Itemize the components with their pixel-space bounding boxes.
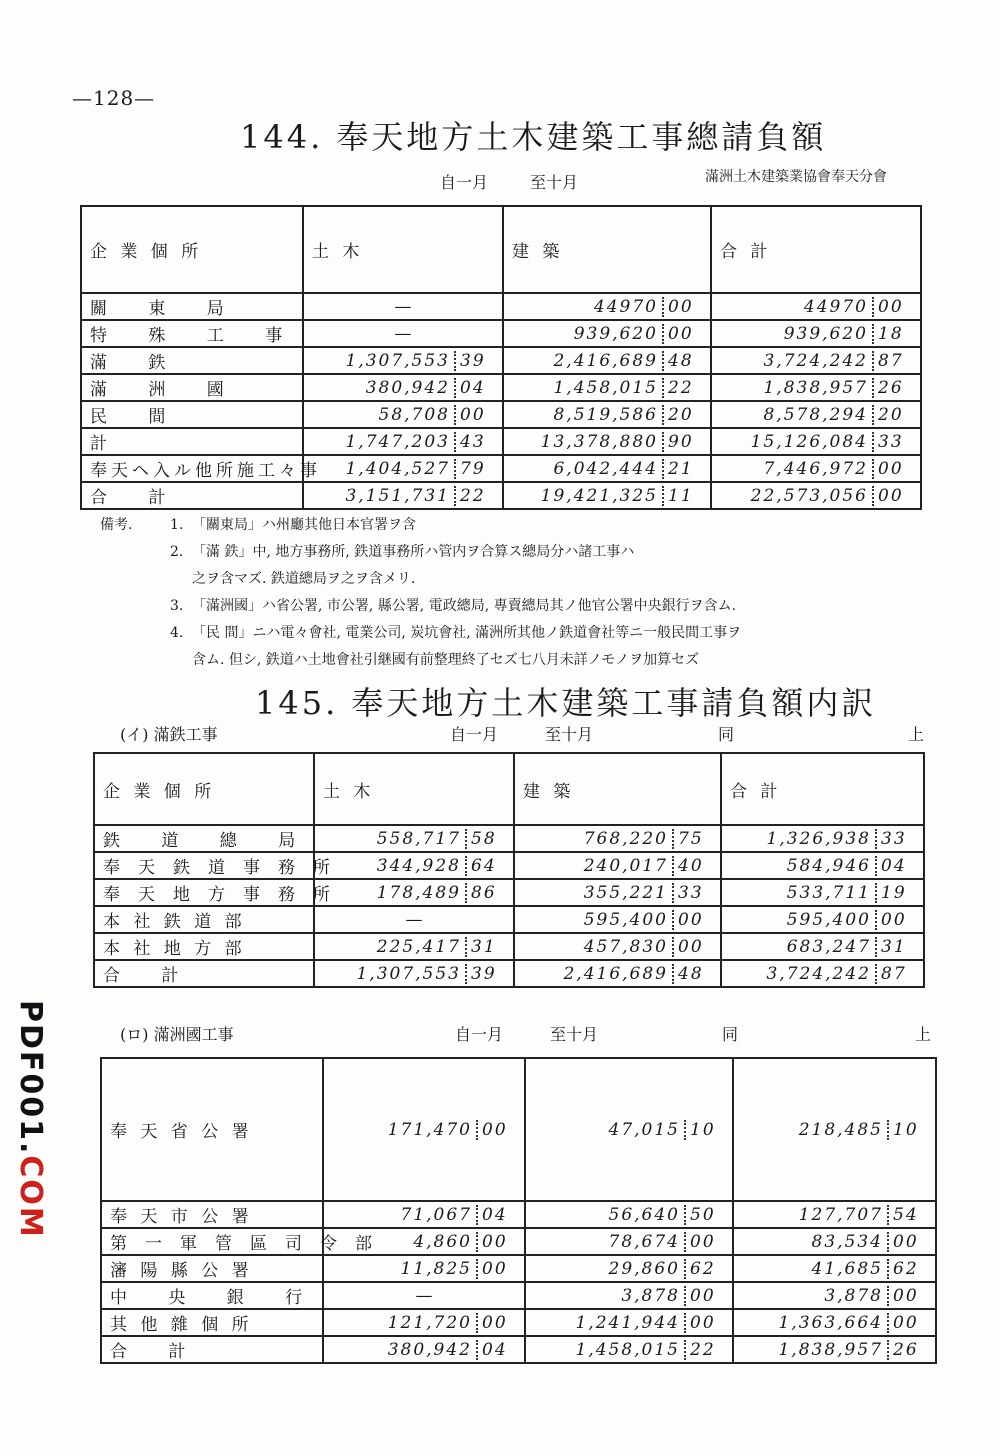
total-value-integer: 1,838,957 [763, 377, 868, 398]
kenchiku-value-decimal: 40 [672, 856, 712, 876]
note-text: 「滿洲國」ハ省公署, 市公署, 縣公署, 電政總局, 專賣總局其ノ他官公署中央銀行ヲ含ム. [192, 598, 737, 614]
kenchiku-value-integer: 240,017 [583, 855, 668, 876]
total-value [733, 1228, 936, 1255]
total-value-decimal: 62 [887, 1259, 927, 1279]
kenchiku-value-integer: 19,421,325 [540, 485, 658, 506]
doboku-value-decimal: 04 [454, 378, 494, 398]
total-value-integer: 1,838,957 [778, 1339, 883, 1360]
kenchiku-value [525, 1201, 733, 1228]
table-145-ro [100, 1057, 937, 1364]
doboku-value-integer: 121,720 [387, 1312, 472, 1333]
watermark-red: COM [13, 1155, 48, 1239]
doboku-value [314, 825, 514, 852]
kenchiku-value [514, 852, 721, 879]
total-value-integer: 22,573,056 [750, 485, 868, 506]
row-label: 合 計 [81, 482, 303, 509]
total-value-decimal: 00 [872, 486, 912, 506]
total-value-integer: 44970 [803, 296, 868, 317]
total-value-integer: 15,126,084 [750, 431, 868, 452]
total-value [733, 1282, 936, 1309]
section-ro-period-to: 至十月 [550, 1025, 599, 1044]
total-value-decimal: 00 [872, 459, 912, 479]
kenchiku-value-integer: 13,378,880 [540, 431, 658, 452]
table-row [94, 852, 924, 879]
note-line [100, 647, 741, 674]
column-header: 土 木 [303, 206, 503, 293]
table-row [81, 320, 921, 347]
kenchiku-value-integer: 355,221 [583, 882, 668, 903]
note-number: 3. [170, 598, 184, 614]
doboku-value [323, 1228, 525, 1255]
column-header: 建 築 [503, 206, 711, 293]
doboku-value [314, 933, 514, 960]
section-i-period-from: 自一月 [450, 725, 499, 744]
note-text: 「關東局」ハ州廳其他日本官署ヲ含 [192, 517, 416, 533]
total-value [721, 852, 924, 879]
row-label: 第一軍管區司令部 [101, 1228, 323, 1255]
kenchiku-value [514, 933, 721, 960]
kenchiku-value-integer: 44970 [593, 296, 658, 317]
row-label: 中 央 銀 行 [101, 1282, 323, 1309]
kenchiku-value-decimal: 20 [662, 405, 702, 425]
table-row [81, 374, 921, 401]
kenchiku-value-integer: 8,519,586 [553, 404, 658, 425]
total-value [721, 906, 924, 933]
doboku-value-integer: 71,067 [400, 1204, 472, 1225]
notes-key [100, 566, 170, 593]
kenchiku-value [503, 347, 711, 374]
kenchiku-value-decimal: 48 [672, 964, 712, 984]
doboku-value-decimal: 22 [454, 486, 494, 506]
note-line [100, 539, 741, 566]
total-value-decimal: 31 [875, 937, 915, 957]
kenchiku-value-integer: 56,640 [608, 1204, 680, 1225]
row-label: 合 計 [94, 960, 314, 987]
section-i-period-to: 至十月 [545, 725, 594, 744]
section-ro-same-2: 上 [915, 1025, 932, 1044]
total-value-integer: 1,363,664 [778, 1312, 883, 1333]
doboku-value-decimal: 04 [476, 1205, 516, 1225]
row-label: 奉天ヘ入ル他所施工々事 [81, 455, 303, 482]
table-row [101, 1309, 936, 1336]
row-label: 奉 天 市 公 署 [101, 1201, 323, 1228]
doboku-value: — [303, 320, 503, 347]
header-row [81, 206, 921, 293]
kenchiku-value-decimal: 00 [672, 937, 712, 957]
row-label: 本 社 地 方 部 [94, 933, 314, 960]
notes-block [100, 512, 741, 674]
kenchiku-value [514, 825, 721, 852]
total-value-decimal: 18 [872, 324, 912, 344]
kenchiku-value-decimal: 22 [684, 1340, 724, 1360]
note-number [170, 566, 192, 593]
kenchiku-value [525, 1309, 733, 1336]
kenchiku-value [525, 1282, 733, 1309]
total-value-integer: 8,578,294 [763, 404, 868, 425]
total-value-integer: 3,724,242 [766, 963, 871, 984]
kenchiku-value-decimal: 11 [662, 486, 702, 506]
doboku-value [303, 428, 503, 455]
row-label: 其 他 雜 個 所 [101, 1309, 323, 1336]
watermark [8, 1000, 48, 1239]
t144-period-to: 至十月 [530, 173, 579, 192]
total-value-integer: 595,400 [786, 909, 871, 930]
notes-key [100, 593, 170, 620]
kenchiku-value-integer: 6,042,444 [553, 458, 658, 479]
total-value [733, 1201, 936, 1228]
section-ro-label: (ロ) 滿洲國工事 [120, 1025, 234, 1044]
total-value [733, 1255, 936, 1282]
kenchiku-value-decimal: 00 [672, 910, 712, 930]
notes-key [100, 539, 170, 566]
total-value-decimal: 26 [872, 378, 912, 398]
table-row [94, 960, 924, 987]
table-row [81, 347, 921, 374]
doboku-value: — [303, 293, 503, 320]
row-label: 合 計 [101, 1336, 323, 1363]
row-label: 奉 天 省 公 署 [101, 1058, 323, 1201]
doboku-value [303, 455, 503, 482]
total-value-integer: 683,247 [786, 936, 871, 957]
kenchiku-value-integer: 29,860 [608, 1258, 680, 1279]
table-row [94, 825, 924, 852]
total-value [711, 374, 921, 401]
table-144 [80, 205, 922, 510]
doboku-value-decimal: 00 [476, 1313, 516, 1333]
note-line [100, 593, 741, 620]
doboku-value-integer: 380,942 [387, 1339, 472, 1360]
kenchiku-value-integer: 457,830 [583, 936, 668, 957]
total-value-decimal: 10 [887, 1120, 927, 1140]
kenchiku-value-decimal: 00 [662, 324, 702, 344]
total-value [711, 320, 921, 347]
kenchiku-value [503, 482, 711, 509]
table-row [81, 455, 921, 482]
watermark-main: PDF001. [13, 1000, 48, 1156]
row-label: 鉄 道 總 局 [94, 825, 314, 852]
notes-key: 備考. [100, 517, 133, 533]
note-line [100, 512, 741, 539]
doboku-value-decimal: 04 [476, 1340, 516, 1360]
total-value-decimal: 00 [887, 1232, 927, 1252]
kenchiku-value-decimal: 10 [684, 1120, 724, 1140]
row-label: 瀋 陽 縣 公 署 [101, 1255, 323, 1282]
doboku-value [323, 1309, 525, 1336]
doboku-value: — [323, 1282, 525, 1309]
table-row [101, 1201, 936, 1228]
doboku-value [314, 852, 514, 879]
table-row [81, 482, 921, 509]
total-value-integer: 3,878 [824, 1285, 883, 1306]
doboku-value-integer: 4,860 [413, 1231, 472, 1252]
table-row [101, 1255, 936, 1282]
total-value-integer: 218,485 [798, 1119, 883, 1140]
table-row [81, 293, 921, 320]
kenchiku-value-decimal: 21 [662, 459, 702, 479]
notes-key [100, 647, 170, 674]
table-row [81, 428, 921, 455]
doboku-value-integer: 58,708 [378, 404, 450, 425]
section-ro-same-1: 同 [722, 1025, 739, 1044]
kenchiku-value [514, 906, 721, 933]
total-value [711, 293, 921, 320]
kenchiku-value [503, 428, 711, 455]
kenchiku-value [503, 455, 711, 482]
row-label: 滿 洲 國 [81, 374, 303, 401]
table-row [94, 933, 924, 960]
total-value-decimal: 33 [872, 432, 912, 452]
row-label: 特 殊 工 事 [81, 320, 303, 347]
doboku-value [314, 879, 514, 906]
note-line [100, 566, 741, 593]
note-line [100, 620, 741, 647]
doboku-value-integer: 1,307,553 [345, 350, 450, 371]
column-header: 企 業 個 所 [94, 753, 314, 825]
kenchiku-value [503, 374, 711, 401]
doboku-value-integer: 11,825 [400, 1258, 472, 1279]
kenchiku-value-decimal: 62 [684, 1259, 724, 1279]
total-value-integer: 127,707 [798, 1204, 883, 1225]
kenchiku-value-integer: 1,241,944 [575, 1312, 680, 1333]
table-row [101, 1058, 936, 1201]
note-text: 「滿 鉄」中, 地方事務所, 鉄道事務所ハ管内ヲ合算ス總局分ハ諸工事ハ [192, 544, 635, 560]
kenchiku-value-integer: 939,620 [573, 323, 658, 344]
doboku-value [323, 1255, 525, 1282]
doboku-value-integer: 1,747,203 [345, 431, 450, 452]
table-row [101, 1336, 936, 1363]
kenchiku-value-integer: 768,220 [583, 828, 668, 849]
doboku-value-decimal: 43 [454, 432, 494, 452]
total-value-integer: 939,620 [783, 323, 868, 344]
kenchiku-value-integer: 2,416,689 [563, 963, 668, 984]
kenchiku-value [503, 293, 711, 320]
kenchiku-value-integer: 78,674 [608, 1231, 680, 1252]
table-row [81, 401, 921, 428]
page-number: —128— [72, 86, 156, 110]
doboku-value-integer: 344,928 [376, 855, 461, 876]
total-value-decimal: 00 [872, 297, 912, 317]
total-value-decimal: 33 [875, 829, 915, 849]
kenchiku-value-decimal: 22 [662, 378, 702, 398]
kenchiku-value-decimal: 50 [684, 1205, 724, 1225]
kenchiku-value-integer: 1,458,015 [575, 1339, 680, 1360]
total-value-decimal: 00 [887, 1313, 927, 1333]
total-value [721, 879, 924, 906]
total-value [711, 482, 921, 509]
kenchiku-value-integer: 2,416,689 [553, 350, 658, 371]
total-value-decimal: 19 [875, 883, 915, 903]
section-i-label: (イ) 滿鉄工事 [120, 725, 218, 744]
kenchiku-value-decimal: 00 [684, 1286, 724, 1306]
total-value-decimal: 00 [875, 910, 915, 930]
table-row [101, 1282, 936, 1309]
total-value-decimal: 20 [872, 405, 912, 425]
total-value-decimal: 26 [887, 1340, 927, 1360]
t144-source: 滿洲土木建築業協會奉天分會 [705, 169, 887, 185]
table-145-i [93, 752, 925, 988]
row-label: 滿 鉄 [81, 347, 303, 374]
kenchiku-value-decimal: 90 [662, 432, 702, 452]
doboku-value [303, 401, 503, 428]
kenchiku-value-decimal: 00 [684, 1232, 724, 1252]
total-value-integer: 3,724,242 [763, 350, 868, 371]
doboku-value [303, 347, 503, 374]
kenchiku-value-integer: 595,400 [583, 909, 668, 930]
doboku-value-decimal: 86 [465, 883, 505, 903]
kenchiku-value [525, 1336, 733, 1363]
doboku-value-decimal: 00 [476, 1259, 516, 1279]
doboku-value-integer: 380,942 [365, 377, 450, 398]
kenchiku-value-decimal: 00 [684, 1313, 724, 1333]
kenchiku-value-decimal: 33 [672, 883, 712, 903]
doboku-value-decimal: 39 [465, 964, 505, 984]
doboku-value-integer: 1,404,527 [345, 458, 450, 479]
total-value [711, 455, 921, 482]
kenchiku-value-decimal: 75 [672, 829, 712, 849]
total-value-integer: 584,946 [786, 855, 871, 876]
row-label: 計 [81, 428, 303, 455]
column-header: 土 木 [314, 753, 514, 825]
doboku-value [323, 1336, 525, 1363]
kenchiku-value [525, 1058, 733, 1201]
total-value-integer: 41,685 [811, 1258, 883, 1279]
note-number: 1. [170, 517, 184, 533]
doboku-value-integer: 225,417 [376, 936, 461, 957]
table-row [94, 879, 924, 906]
doboku-value-decimal: 79 [454, 459, 494, 479]
total-value [733, 1336, 936, 1363]
total-value-decimal: 04 [875, 856, 915, 876]
total-value [711, 401, 921, 428]
column-header: 合 計 [711, 206, 921, 293]
kenchiku-value-integer: 1,458,015 [553, 377, 658, 398]
doboku-value-integer: 171,470 [387, 1119, 472, 1140]
total-value [721, 933, 924, 960]
doboku-value [303, 482, 503, 509]
row-label: 民 間 [81, 401, 303, 428]
doboku-value-decimal: 00 [454, 405, 494, 425]
table-row [94, 906, 924, 933]
total-value [733, 1309, 936, 1336]
kenchiku-value [525, 1255, 733, 1282]
note-text: 含ム. 但シ, 鉄道ハ土地會社引継國有前整理終了セズ七八月未詳ノモノヲ加算セズ [192, 652, 700, 668]
row-label: 奉天地方事務所 [94, 879, 314, 906]
doboku-value-decimal: 39 [454, 351, 494, 371]
kenchiku-value-decimal: 48 [662, 351, 702, 371]
kenchiku-value-decimal: 00 [662, 297, 702, 317]
column-header: 建 築 [514, 753, 721, 825]
total-value-integer: 7,446,972 [763, 458, 868, 479]
note-text: 之ヲ含マズ. 鉄道總局ヲ之ヲ含メリ. [192, 571, 416, 587]
kenchiku-value [514, 960, 721, 987]
doboku-value-integer: 558,717 [376, 828, 461, 849]
note-number: 2. [170, 544, 184, 560]
total-value [711, 428, 921, 455]
doboku-value [323, 1058, 525, 1201]
total-value-integer: 1,326,938 [766, 828, 871, 849]
total-value [721, 825, 924, 852]
doboku-value: — [314, 906, 514, 933]
doboku-value-integer: 178,489 [376, 882, 461, 903]
table-row [101, 1228, 936, 1255]
note-number [170, 647, 192, 674]
note-text: 「民 間」ニハ電々會社, 電業公司, 炭坑會社, 滿洲所其他ノ鉄道會社等ニ一般民間工事ヲ [192, 625, 742, 641]
doboku-value-decimal: 58 [465, 829, 505, 849]
total-value-decimal: 87 [872, 351, 912, 371]
kenchiku-value [503, 320, 711, 347]
doboku-value-integer: 1,307,553 [356, 963, 461, 984]
doboku-value-decimal: 00 [476, 1232, 516, 1252]
column-header: 企 業 個 所 [81, 206, 303, 293]
kenchiku-value-integer: 47,015 [608, 1119, 680, 1140]
total-value-decimal: 00 [887, 1286, 927, 1306]
note-number: 4. [170, 625, 184, 641]
total-value-integer: 83,534 [811, 1231, 883, 1252]
doboku-value-decimal: 00 [476, 1120, 516, 1140]
kenchiku-value [514, 879, 721, 906]
total-value-decimal: 54 [887, 1205, 927, 1225]
column-header: 合 計 [721, 753, 924, 825]
kenchiku-value [525, 1228, 733, 1255]
doboku-value-integer: 3,151,731 [345, 485, 450, 506]
doboku-value-decimal: 64 [465, 856, 505, 876]
table-145-title: 145. 奉天地方土木建築工事請負額内訳 [255, 684, 877, 722]
section-i-same-1: 同 [718, 725, 735, 744]
row-label: 奉天鉄道事務所 [94, 852, 314, 879]
notes-key [100, 620, 170, 647]
row-label: 本 社 鉄 道 部 [94, 906, 314, 933]
total-value [711, 347, 921, 374]
doboku-value-decimal: 31 [465, 937, 505, 957]
row-label: 關 東 局 [81, 293, 303, 320]
doboku-value [323, 1201, 525, 1228]
total-value-integer: 533,711 [786, 882, 871, 903]
total-value [721, 960, 924, 987]
doboku-value [303, 374, 503, 401]
kenchiku-value-integer: 3,878 [621, 1285, 680, 1306]
section-i-same-2: 上 [908, 725, 925, 744]
kenchiku-value [503, 401, 711, 428]
section-ro-period-from: 自一月 [455, 1025, 504, 1044]
total-value-decimal: 87 [875, 964, 915, 984]
header-row [94, 753, 924, 825]
table-144-title: 144. 奉天地方土木建築工事總請負額 [240, 118, 827, 156]
total-value [733, 1058, 936, 1201]
t144-period-from: 自一月 [440, 173, 489, 192]
doboku-value [314, 960, 514, 987]
